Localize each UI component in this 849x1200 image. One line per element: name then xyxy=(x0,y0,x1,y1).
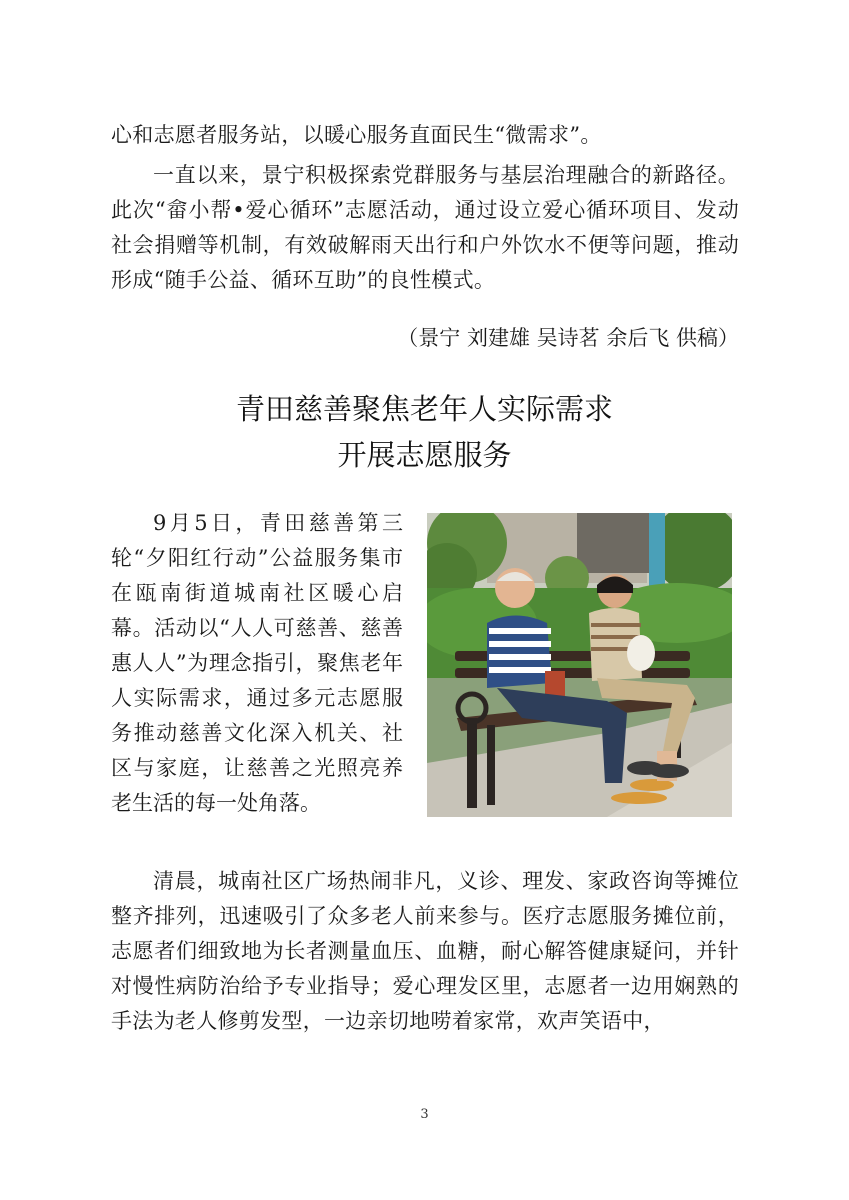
article1-credit: （景宁 刘建雄 吴诗茗 余后飞 供稿） xyxy=(397,326,739,350)
article1-paragraph-1: 心和志愿者服务站，以暖心服务直面民生“微需求”。 xyxy=(111,123,602,147)
elderly-couple-on-bench-image xyxy=(427,513,732,817)
article1-paragraph-2: 一直以来，景宁积极探索党群服务与基层治理融合的新路径。此次“畲小帮•爱心循环”志愿活动，通过设立爱心循环项目、发动社会捐赠等机制，有效破解雨天出行和户外饮水不便等问题，推动形成“随手公益、循环互助”的良性模式。 xyxy=(111,163,739,292)
article2-title-line-2: 开展志愿服务 xyxy=(337,438,512,472)
page-number: 3 xyxy=(420,1107,429,1122)
article-photo xyxy=(427,513,732,817)
article2-title-line-1: 青田慈善聚焦老年人实际需求 xyxy=(235,392,613,426)
article2-paragraph-1: 9月5日，青田慈善第三轮“夕阳红行动”公益服务集市在瓯南街道城南社区暖心启幕。活动以“人人可慈善、慈善惠人人”为理念指引，聚焦老年人实际需求，通过多元志愿服务推动慈善文化深入机关、社区与家庭，让慈善之光照亮养老生活的每一处角落。 xyxy=(111,511,403,815)
article2-paragraph-2: 清晨，城南社区广场热闹非凡，义诊、理发、家政咨询等摊位整齐排列，迅速吸引了众多老人前来参与。医疗志愿服务摊位前，志愿者们细致地为长者测量血压、血糖，耐心解答健康疑问，并针对慢性病防治给予专业指导；爱心理发区里，志愿者一边用娴熟的手法为老人修剪发型，一边亲切地唠着家常，欢声笑语中， xyxy=(111,869,739,1033)
